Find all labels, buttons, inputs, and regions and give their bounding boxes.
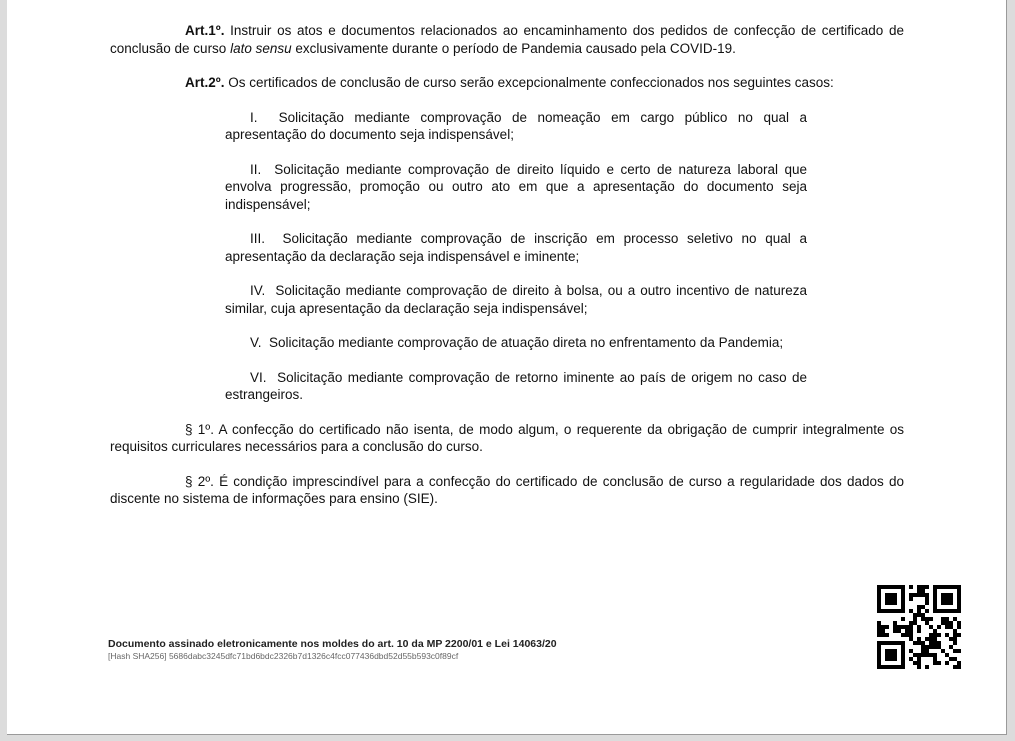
signature-footer bbox=[108, 638, 557, 662]
paragraph-1-label: § 1º. bbox=[185, 421, 214, 437]
item-text: Solicitação mediante comprovação de nomeação em cargo público no qual a apresentação do documento seja indispensável; bbox=[225, 109, 807, 142]
paragraph-1-text: A confecção do certificado não isenta, de modo algum, o requerente da obrigação de cumprir integralmente os requisitos curriculares necessários para a conclusão do curso. bbox=[110, 421, 904, 454]
qr-code bbox=[877, 585, 961, 669]
item-numeral: IV. bbox=[250, 283, 266, 298]
article-2-label: Art.2º. bbox=[185, 75, 225, 90]
list-item-3 bbox=[225, 230, 807, 265]
paragraph-2-label: § 2º. bbox=[185, 473, 214, 489]
hash-line: [Hash SHA256] 5686dabc3245dfc71bd6bdc2326b7d1326c4fcc077436dbd52d55b593c0f89cf bbox=[108, 651, 459, 661]
list-item-4 bbox=[225, 282, 807, 317]
item-text: Solicitação mediante comprovação de direito líquido e certo de natureza laboral que envolva progressão, promoção ou outro ato em que a apresentação do documento seja indispensável; bbox=[225, 161, 807, 212]
list-item-5 bbox=[225, 334, 807, 352]
item-numeral: I. bbox=[250, 109, 258, 125]
article-1-text: Instruir os atos e documentos relacionados ao encaminhamento dos pedidos de confecção de certificado de conclusão de curso bbox=[110, 23, 904, 56]
article-2-text: Os certificados de conclusão de curso serão excepcionalmente confeccionados nos seguintes casos: bbox=[224, 75, 834, 90]
item-text: Solicitação mediante comprovação de direito à bolsa, ou a outro incentivo de natureza similar, cuja apresentação da declaração seja indispensável; bbox=[225, 283, 807, 316]
article-2-paragraph bbox=[110, 74, 904, 92]
list-item-2 bbox=[225, 161, 807, 214]
item-numeral: V. bbox=[250, 335, 262, 350]
item-text: Solicitação mediante comprovação de atuação direta no enfrentamento da Pandemia; bbox=[269, 335, 784, 350]
document-page bbox=[7, 0, 1007, 735]
latin-term-italic: lato sensu bbox=[230, 40, 292, 56]
item-numeral: III. bbox=[250, 231, 266, 246]
list-item-1 bbox=[225, 109, 807, 144]
document-body bbox=[110, 22, 904, 525]
article-1-label: Art.1º. bbox=[185, 23, 225, 38]
article-1-text-cont: exclusivamente durante o período de Pandemia causado pela COVID-19. bbox=[291, 40, 736, 56]
paragraph-section-1 bbox=[110, 421, 904, 456]
item-numeral: II. bbox=[250, 161, 262, 177]
item-text: Solicitação mediante comprovação de retorno iminente ao país de origem no caso de estrangeiros. bbox=[225, 369, 807, 402]
item-text: Solicitação mediante comprovação de inscrição em processo seletivo no qual a apresentação da declaração seja indispensável e iminente; bbox=[225, 231, 807, 264]
article-1-paragraph bbox=[110, 22, 904, 57]
paragraph-2-text: É condição imprescindível para a confecção do certificado de conclusão de curso a regularidade dos dados do discente no sistema de informações para ensino (SIE). bbox=[110, 473, 904, 506]
signature-statement: Documento assinado eletronicamente nos moldes do art. 10 da MP 2200/01 e Lei 14063/20 bbox=[108, 638, 557, 650]
paragraph-section-2 bbox=[110, 473, 904, 508]
item-numeral: VI. bbox=[250, 369, 267, 385]
list-item-6 bbox=[225, 369, 807, 404]
